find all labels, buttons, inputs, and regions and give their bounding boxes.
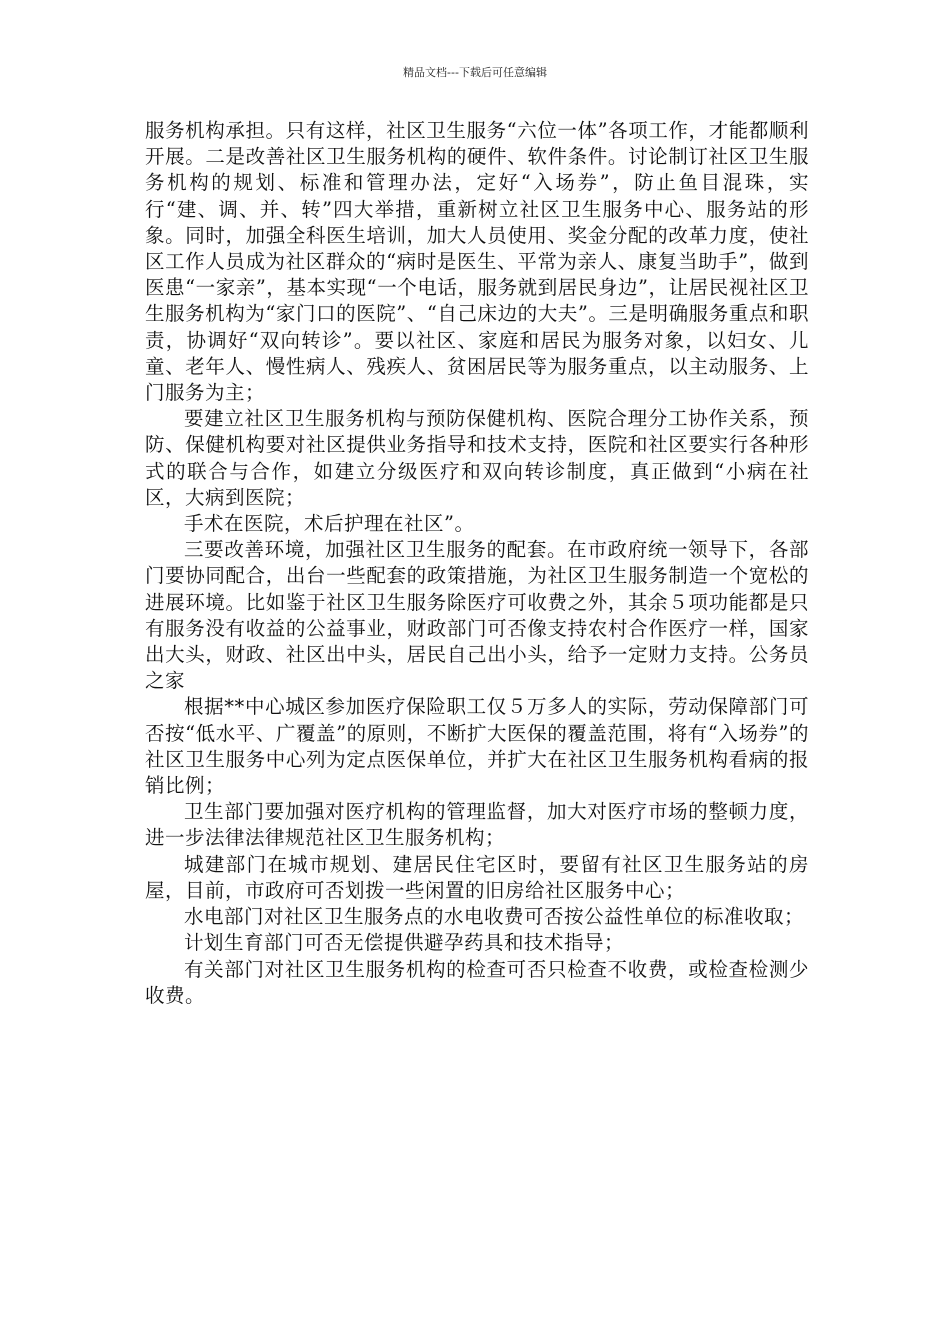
paragraph-10: 有关部门对社区卫生服务机构的检查可否只检查不收费，或检查检测少收费。 [145, 957, 809, 1007]
document-body [145, 118, 809, 1009]
paragraph-8: 水电部门对社区卫生服务点的水电收费可否按公益性单位的标准收取； [184, 905, 805, 929]
paragraph-2: 要建立社区卫生服务机构与预防保健机构、医院合理分工协作关系，预防、保健机构要对社区提供业务指导和技术支持，医院和社区要实行各种形式的联合与合作，如建立分级医疗和双向转诊制度，真正做到“小病在社区，大病到医院； [145, 407, 809, 509]
paragraph-9: 计划生育部门可否无偿提供避孕药具和技术指导； [184, 931, 625, 955]
paragraph-5: 根据**中心城区参加医疗保险职工仅５万多人的实际，劳动保障部门可否按“低水平、广覆盖”的原则，不断扩大医保的覆盖范围，将有“入场券”的社区卫生服务中心列为定点医保单位，并扩大在社区卫生服务机构看病的报销比例； [145, 695, 809, 798]
page-header: 精品文档---下载后可任意编辑 [403, 66, 547, 79]
paragraph-3: 手术在医院，术后护理在社区”。 [184, 512, 475, 536]
paragraph-4: 三要改善环境，加强社区卫生服务的配套。在市政府统一领导下，各部门要协同配合，出台一些配套的政策措施，为社区卫生服务制造一个宽松的进展环境。比如鉴于社区卫生服务除医疗可收费之外，其余５项功能都是只有服务没有收益的公益事业，财政部门可否像支持农村合作医疗一样，国家出大头，财政、社区出中头，居民自己出小头，给予一定财力支持。公务员之家 [145, 538, 809, 693]
paragraph-6: 卫生部门要加强对医疗机构的管理监督，加大对医疗市场的整顿力度，进一步法律法律规范社区卫生服务机构； [145, 800, 809, 850]
paragraph-7: 城建部门在城市规划、建居民住宅区时，要留有社区卫生服务站的房屋，目前，市政府可否划拨一些闲置的旧房给社区服务中心； [145, 852, 809, 902]
paragraph-1: 服务机构承担。只有这样，社区卫生服务“六位一体”各项工作，才能都顺利开展。二是改善社区卫生服务机构的硬件、软件条件。讨论制订社区卫生服务机构的规划、标准和管理办法，定好“入场券”，防止鱼目混珠，实行“建、调、并、转”四大举措，重新树立社区卫生服务中心、服务站的形象。同时，加强全科医生培训，加大人员使用、奖金分配的改革力度，使社区工作人员成为社区群众的“病时是医生、平常为亲人、康复当助手”，做到医患“一家亲”，基本实现“一个电话，服务就到居民身边”，让居民视社区卫生服务机构为“家门口的医院”、“自己床边的大夫”。三是明确服务重点和职责，协调好“双向转诊”。要以社区、家庭和居民为服务对象，以妇女、儿童、老年人、慢性病人、残疾人、贫困居民等为服务重点，以主动服务、上门服务为主； [145, 119, 809, 405]
